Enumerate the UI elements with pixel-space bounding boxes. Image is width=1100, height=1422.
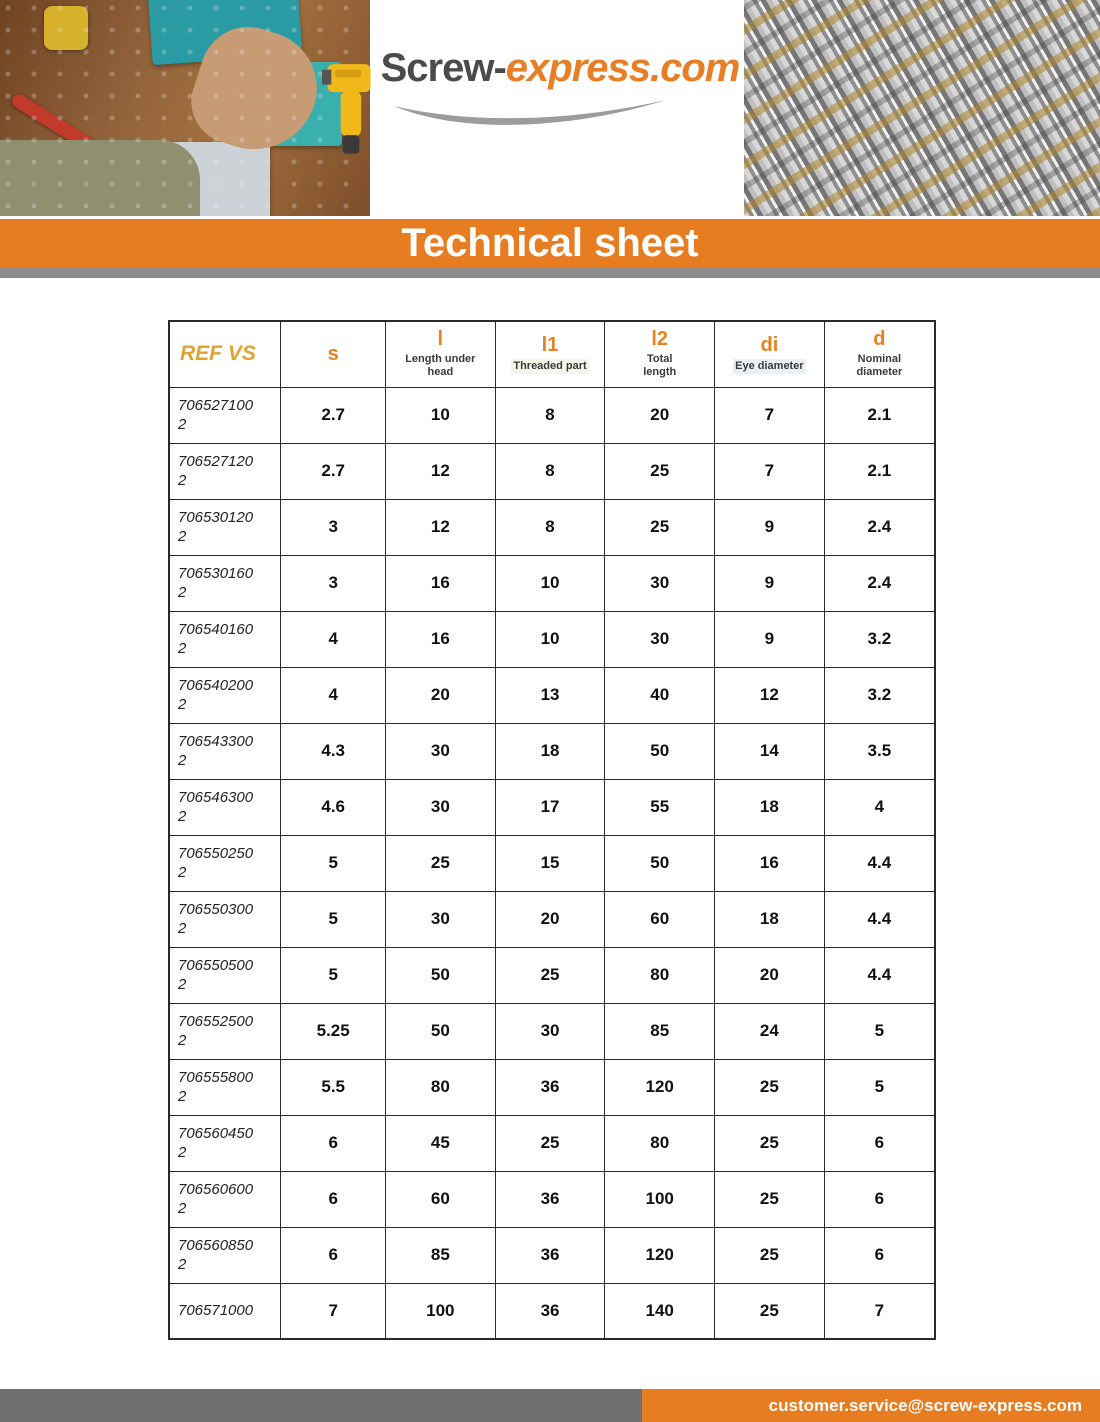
value-cell: 85 <box>386 1227 496 1283</box>
col-label-l2: l2 <box>651 328 669 351</box>
ref-cell: 706527120 2 <box>169 443 281 499</box>
col-sublabel-di: Eye diameter <box>733 359 805 374</box>
value-cell: 2.7 <box>281 443 386 499</box>
col-label-l1: l1 <box>541 334 559 357</box>
value-cell: 4.4 <box>824 947 935 1003</box>
hand-decor <box>180 14 331 165</box>
ref-cell: 706550300 2 <box>169 891 281 947</box>
contact-email: customer.service@screw-express.com <box>768 1395 1082 1415</box>
footer-contact <box>642 1389 1100 1422</box>
value-cell: 5.25 <box>281 1003 386 1059</box>
ref-cell: 706527100 2 <box>169 387 281 443</box>
value-cell: 5 <box>824 1003 935 1059</box>
logo-text-express: express.com <box>505 46 740 90</box>
value-cell: 36 <box>495 1227 605 1283</box>
table-row <box>169 891 935 947</box>
col-header-l <box>386 321 496 387</box>
value-cell: 10 <box>495 611 605 667</box>
value-cell: 10 <box>386 387 496 443</box>
value-cell: 25 <box>715 1171 825 1227</box>
value-cell: 25 <box>605 499 715 555</box>
value-cell: 45 <box>386 1115 496 1171</box>
value-cell: 5 <box>824 1059 935 1115</box>
col-header-l1 <box>495 321 605 387</box>
value-cell: 4 <box>824 779 935 835</box>
value-cell: 120 <box>605 1227 715 1283</box>
screw-tray-decor <box>148 0 303 65</box>
value-cell: 9 <box>715 499 825 555</box>
value-cell: 2.7 <box>281 387 386 443</box>
value-cell: 50 <box>386 1003 496 1059</box>
table-row <box>169 387 935 443</box>
workbench-photo <box>0 0 370 216</box>
value-cell: 18 <box>715 779 825 835</box>
value-cell: 80 <box>386 1059 496 1115</box>
value-cell: 4.4 <box>824 891 935 947</box>
value-cell: 16 <box>715 835 825 891</box>
value-cell: 20 <box>715 947 825 1003</box>
value-cell: 120 <box>605 1059 715 1115</box>
value-cell: 2.4 <box>824 555 935 611</box>
value-cell: 25 <box>715 1283 825 1339</box>
ref-cell: 706560600 2 <box>169 1171 281 1227</box>
value-cell: 30 <box>386 779 496 835</box>
value-cell: 6 <box>281 1115 386 1171</box>
screws-photo <box>744 0 1100 216</box>
ref-cell: 706550250 2 <box>169 835 281 891</box>
logo <box>360 46 760 176</box>
value-cell: 30 <box>605 611 715 667</box>
value-cell: 2.1 <box>824 443 935 499</box>
col-sublabel-l2: Total length <box>643 353 677 379</box>
table-row <box>169 1171 935 1227</box>
value-cell: 13 <box>495 667 605 723</box>
ref-cell: 706560450 2 <box>169 1115 281 1171</box>
table-row <box>169 723 935 779</box>
title-banner <box>0 219 1100 267</box>
col-header-d <box>824 321 935 387</box>
value-cell: 7 <box>715 443 825 499</box>
table-row <box>169 1003 935 1059</box>
screwdriver-decor <box>10 92 99 155</box>
table-row <box>169 1115 935 1171</box>
value-cell: 4 <box>281 611 386 667</box>
value-cell: 3 <box>281 555 386 611</box>
value-cell: 55 <box>605 779 715 835</box>
value-cell: 5 <box>281 947 386 1003</box>
value-cell: 60 <box>605 891 715 947</box>
ref-cell: 706540200 2 <box>169 667 281 723</box>
value-cell: 36 <box>495 1059 605 1115</box>
value-cell: 7 <box>281 1283 386 1339</box>
value-cell: 15 <box>495 835 605 891</box>
value-cell: 50 <box>386 947 496 1003</box>
value-cell: 4.6 <box>281 779 386 835</box>
table-row <box>169 835 935 891</box>
spec-table <box>168 320 936 1340</box>
value-cell: 6 <box>281 1171 386 1227</box>
value-cell: 3.5 <box>824 723 935 779</box>
value-cell: 30 <box>605 555 715 611</box>
value-cell: 36 <box>495 1283 605 1339</box>
value-cell: 12 <box>386 499 496 555</box>
value-cell: 17 <box>495 779 605 835</box>
value-cell: 80 <box>605 1115 715 1171</box>
value-cell: 25 <box>715 1227 825 1283</box>
table-row <box>169 1059 935 1115</box>
value-cell: 16 <box>386 555 496 611</box>
ref-cell: 706560850 2 <box>169 1227 281 1283</box>
value-cell: 3.2 <box>824 611 935 667</box>
logo-text <box>381 46 740 90</box>
col-header-s <box>281 321 386 387</box>
value-cell: 24 <box>715 1003 825 1059</box>
value-cell: 7 <box>824 1283 935 1339</box>
ref-cell: 706555800 2 <box>169 1059 281 1115</box>
value-cell: 80 <box>605 947 715 1003</box>
value-cell: 12 <box>386 443 496 499</box>
value-cell: 18 <box>715 891 825 947</box>
ref-cell: 706530120 2 <box>169 499 281 555</box>
header <box>0 0 1100 216</box>
col-label-d: d <box>873 328 886 351</box>
value-cell: 4.4 <box>824 835 935 891</box>
table-body <box>169 387 935 1339</box>
value-cell: 25 <box>386 835 496 891</box>
ref-cell: 706552500 2 <box>169 1003 281 1059</box>
value-cell: 25 <box>715 1059 825 1115</box>
col-label-s: s <box>327 343 339 366</box>
value-cell: 2.4 <box>824 499 935 555</box>
col-sublabel-d: Nominal diameter <box>856 353 903 379</box>
value-cell: 10 <box>495 555 605 611</box>
value-cell: 20 <box>495 891 605 947</box>
value-cell: 6 <box>824 1115 935 1171</box>
col-label-di: di <box>760 334 779 357</box>
col-label-l: l <box>437 328 444 351</box>
value-cell: 50 <box>605 723 715 779</box>
value-cell: 18 <box>495 723 605 779</box>
value-cell: 85 <box>605 1003 715 1059</box>
value-cell: 2.1 <box>824 387 935 443</box>
value-cell: 60 <box>386 1171 496 1227</box>
value-cell: 3.2 <box>824 667 935 723</box>
value-cell: 16 <box>386 611 496 667</box>
value-cell: 40 <box>605 667 715 723</box>
value-cell: 5.5 <box>281 1059 386 1115</box>
spec-table-container <box>168 320 936 1340</box>
footer-bar <box>0 1389 1100 1422</box>
table-row <box>169 667 935 723</box>
col-sublabel-l1: Threaded part <box>511 359 588 374</box>
table-row <box>169 1227 935 1283</box>
col-header-l2 <box>605 321 715 387</box>
col-label-ref: REF VS <box>180 342 256 366</box>
value-cell: 8 <box>495 443 605 499</box>
page-title: Technical sheet <box>401 220 699 265</box>
table-row <box>169 1283 935 1339</box>
value-cell: 9 <box>715 611 825 667</box>
value-cell: 20 <box>386 667 496 723</box>
value-cell: 9 <box>715 555 825 611</box>
value-cell: 6 <box>824 1171 935 1227</box>
value-cell: 140 <box>605 1283 715 1339</box>
value-cell: 8 <box>495 387 605 443</box>
table-row <box>169 947 935 1003</box>
screw-tray-decor <box>112 142 270 216</box>
value-cell: 7 <box>715 387 825 443</box>
value-cell: 6 <box>281 1227 386 1283</box>
value-cell: 4 <box>281 667 386 723</box>
ref-cell: 706540160 2 <box>169 611 281 667</box>
table-row <box>169 499 935 555</box>
value-cell: 14 <box>715 723 825 779</box>
logo-text-screw: Screw- <box>380 46 506 90</box>
col-header-ref <box>169 321 281 387</box>
table-row <box>169 779 935 835</box>
table-row <box>169 555 935 611</box>
table-row <box>169 611 935 667</box>
value-cell: 30 <box>386 891 496 947</box>
drill-icon <box>322 54 378 162</box>
ref-cell: 706546300 2 <box>169 779 281 835</box>
ref-cell: 706571000 <box>169 1283 281 1339</box>
value-cell: 5 <box>281 891 386 947</box>
tape-measure-decor <box>44 6 88 50</box>
value-cell: 20 <box>605 387 715 443</box>
value-cell: 4.3 <box>281 723 386 779</box>
value-cell: 100 <box>386 1283 496 1339</box>
ref-cell: 706530160 2 <box>169 555 281 611</box>
value-cell: 5 <box>281 835 386 891</box>
value-cell: 30 <box>386 723 496 779</box>
value-cell: 100 <box>605 1171 715 1227</box>
value-cell: 25 <box>605 443 715 499</box>
value-cell: 30 <box>495 1003 605 1059</box>
value-cell: 6 <box>824 1227 935 1283</box>
value-cell: 25 <box>715 1115 825 1171</box>
value-cell: 12 <box>715 667 825 723</box>
header-row <box>169 321 935 387</box>
value-cell: 3 <box>281 499 386 555</box>
col-sublabel-l: Length under head <box>405 353 476 379</box>
value-cell: 50 <box>605 835 715 891</box>
ref-cell: 706543300 2 <box>169 723 281 779</box>
sleeve-decor <box>0 140 200 216</box>
ref-cell: 706550500 2 <box>169 947 281 1003</box>
value-cell: 8 <box>495 499 605 555</box>
divider-strip <box>0 267 1100 278</box>
table-row <box>169 443 935 499</box>
value-cell: 36 <box>495 1171 605 1227</box>
value-cell: 25 <box>495 1115 605 1171</box>
value-cell: 25 <box>495 947 605 1003</box>
col-header-di <box>715 321 825 387</box>
logo-swoosh <box>390 96 670 132</box>
